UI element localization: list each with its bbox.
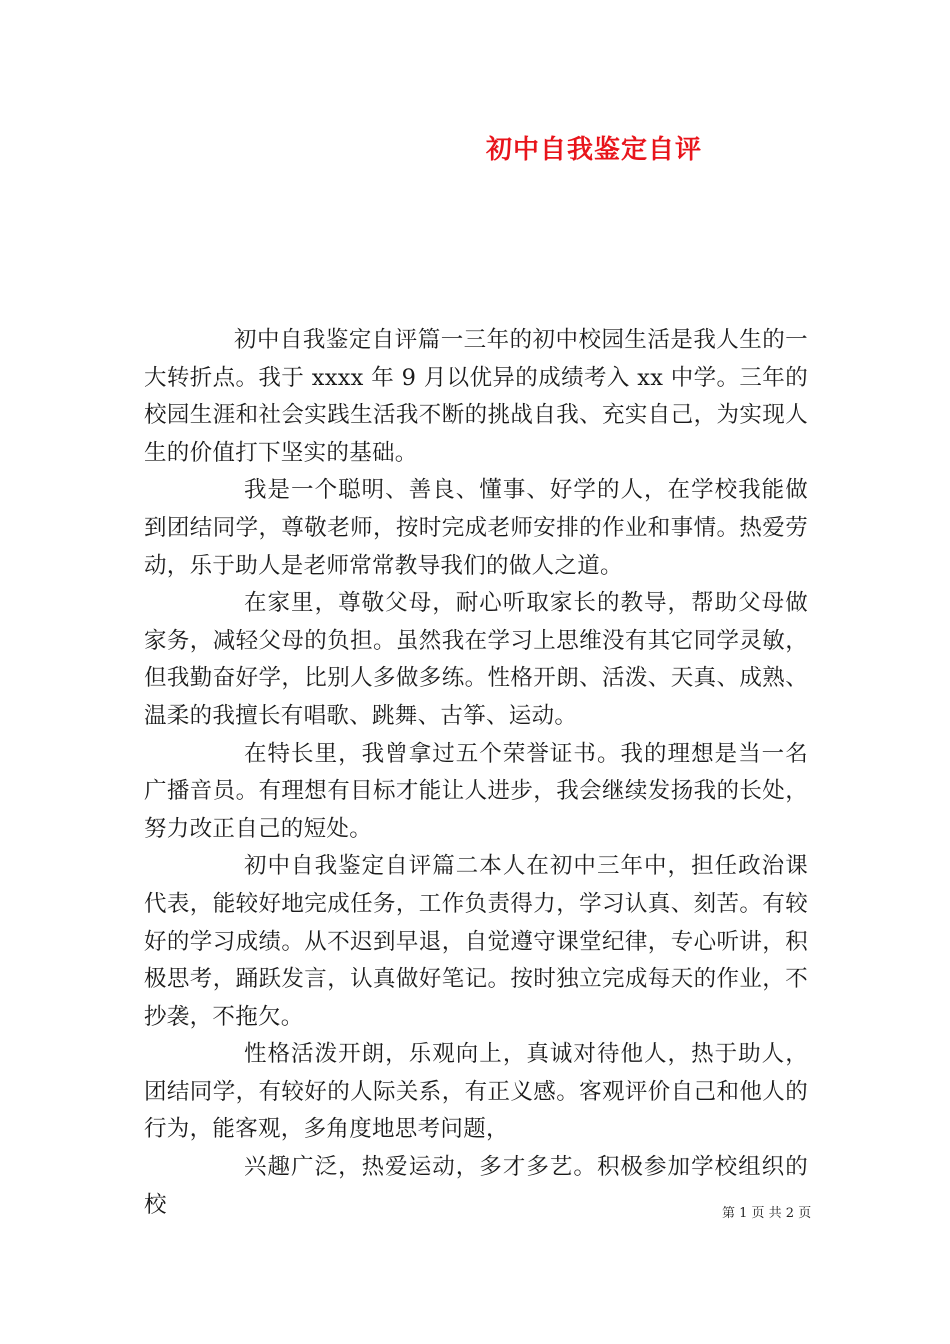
page-number: 第 1 页 共 2 页 bbox=[722, 1206, 812, 1221]
paragraph: 性格活泼开朗，乐观向上，真诚对待他人，热于助人，团结同学，有较好的人际关系，有正义感。客观评价自己和他人的行为，能客观，多角度地思考问题， bbox=[144, 1041, 808, 1143]
document-title: 初中自我鉴定自评 bbox=[486, 135, 703, 165]
paragraph: 我是一个聪明、善良、懂事、好学的人，在学校我能做到团结同学，尊敬老师，按时完成老师安排的作业和事情。热爱劳动，乐于助人是老师常常教导我们的做人之道。 bbox=[144, 477, 808, 579]
paragraph: 兴趣广泛，热爱运动，多才多艺。积极参加学校组织的校 bbox=[144, 1154, 808, 1218]
document-body bbox=[144, 322, 808, 1224]
paragraph: 在家里，尊敬父母，耐心听取家长的教导，帮助父母做家务，减轻父母的负担。虽然我在学习上思维没有其它同学灵敏，但我勤奋好学，比别人多做多练。性格开朗、活泼、天真、成熟、温柔的我擅长有唱歌、跳舞、古筝、运动。 bbox=[144, 590, 808, 729]
paragraph: 初中自我鉴定自评篇一三年的初中校园生活是我人生的一大转折点。我于 xxxx 年 9 月以优异的成绩考入 xx 中学。三年的校园生涯和社会实践生活我不断的挑战自我、充实自己，为实现人生的价值打下坚实的基础。 bbox=[144, 327, 808, 466]
paragraph: 在特长里，我曾拿过五个荣誉证书。我的理想是当一名广播音员。有理想有目标才能让人进步，我会继续发扬我的长处，努力改正自己的短处。 bbox=[144, 740, 808, 842]
paragraph: 初中自我鉴定自评篇二本人在初中三年中，担任政治课代表，能较好地完成任务，工作负责得力，学习认真、刻苦。有较好的学习成绩。从不迟到早退，自觉遵守课堂纪律，专心听讲，积极思考，踊跃发言，认真做好笔记。按时独立完成每天的作业，不抄袭，不拖欠。 bbox=[144, 853, 808, 1030]
